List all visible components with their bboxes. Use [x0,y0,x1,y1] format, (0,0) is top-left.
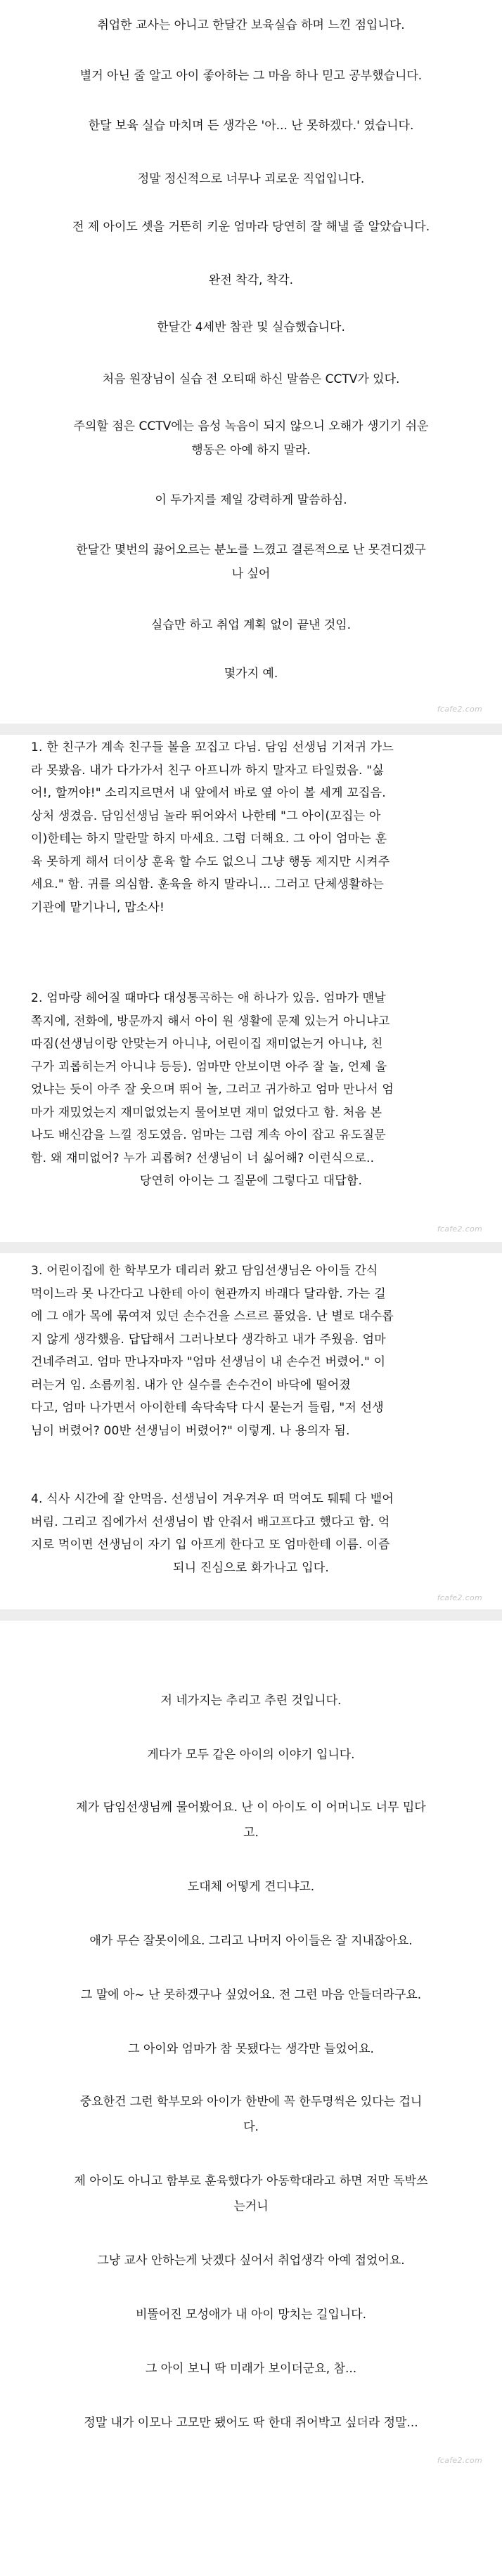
outro-line: 그 말에 아~ 난 못하겠구나 싶었어요. 전 그런 마음 안들더라구요. [80,1988,422,2002]
example-line: 세요." 함. 귀를 의심함. 훈육을 하지 말라니... 그러고 단체생활하는 [31,877,385,891]
intro-line: 주의할 점은 CCTV에는 음성 녹음이 되지 않으니 오해가 생기기 쉬운 [73,419,429,433]
watermark: fcafe2.com [437,705,482,714]
intro-line: 처음 원장님이 실습 전 오티때 하신 말씀은 CCTV가 있다. [102,372,400,386]
outro-line: 그 아이와 엄마가 참 못됐다는 생각만 들었어요. [128,2042,374,2056]
outro-line: 도대체 어떻게 견디냐고. [187,1880,315,1894]
outro-line: 정말 내가 이모나 고모만 됐어도 딱 한대 쥐어박고 싶더라 정말... [84,2416,418,2430]
outro-line: 비뚤어진 모성애가 내 아이 망치는 길입니다. [135,2308,367,2322]
example-line: 4. 식사 시간에 잘 안먹음. 선생님이 겨우겨우 떠 먹여도 퉤퉤 다 뱉어 [31,1492,394,1506]
example-paragraph [31,1260,471,1442]
watermark: fcafe2.com [437,2456,482,2465]
outro-line: 애가 무슨 잘못이에요. 그리고 나머지 아이들은 잘 지내잖아요. [89,1934,413,1948]
intro-line: 별거 아닌 줄 알고 아이 좋아하는 그 마음 하나 믿고 공부했습니다. [79,69,423,83]
example-line: 어!, 할꺼야!" 소리지르면서 내 앞에서 바로 옆 아이 볼 세게 꼬집음. [31,786,386,800]
example-line: 상처 생겼음. 담임선생님 놀라 뛰어와서 나한테 "그 아이(꼬집는 아 [31,809,381,823]
example-line: 에 그 애가 목에 묶여져 있던 손수건을 스르르 풀었음. 난 별로 대수롭 [31,1309,394,1323]
section-divider [0,1609,502,1621]
section-divider [0,1242,502,1253]
example-line: 구가 괴롭히는거 아니냐 등등). 엄마만 안보이면 아주 잘 놀, 언제 울 [31,1059,387,1074]
intro-line: 전 제 아이도 셋을 거뜬히 키운 엄마라 당연히 잘 해낼 줄 알았습니다. [72,220,430,234]
example-paragraph [31,1488,471,1579]
intro-line: 취업한 교사는 아니고 한달간 보육실습 하며 느낀 점입니다. [97,18,405,32]
example-line: 버림. 그리고 집에가서 선생님이 밥 안줘서 배고프다고 했다고 함. 억 [31,1515,390,1529]
example-line: 었냐는 듯이 아주 잘 웃으며 뛰어 놀, 그러고 귀가하고 엄마 만나서 엄 [31,1083,394,1097]
example-line: 이)한테는 하지 말란말 하지 마세요. 그럼 더해요. 그 아이 엄마는 훈 [31,832,387,846]
example-line: 쪽지에, 전화에, 방문까지 해서 아이 원 생활에 문제 있는거 아니냐고 [31,1014,390,1028]
example-line: 라 못봤음. 내가 다가가서 친구 아프니까 하지 말자고 타일렀음. "싫 [31,763,384,778]
example-line: 다고, 엄마 나가면서 아이한테 속닥속닥 다시 묻는거 들림, "저 선생 [31,1401,384,1415]
intro-line: 몇가지 예. [224,667,278,681]
example-line: 함. 왜 재미없어? 누가 괴롭혀? 선생님이 너 싫어해? 이런식으로.. [31,1151,375,1165]
intro-line: 실습만 하고 취업 계획 없이 끝낸 것임. [150,618,352,632]
intro-line: 한달간 4세반 참관 및 실습했습니다. [157,320,345,334]
example-line: 나도 배신감을 느낄 정도였음. 엄마는 그럼 계속 아이 잡고 유도질문 [31,1128,386,1142]
intro-line: 완전 착각, 착각. [208,273,294,287]
section-divider [0,724,502,735]
example-line: 님이 버렸어? 00반 선생님이 버렸어?" 이렇게. 나 용의자 됨. [31,1423,350,1438]
example-line: 지 않게 생각했음. 답답해서 그러나보다 생각하고 내가 주웠음. 엄마 [31,1332,386,1347]
intro-line: 행동은 아예 하지 말라. [191,443,311,457]
example-line: 당연히 아이는 그 질문에 그렇다고 대답함. [139,1174,363,1188]
outro-line: 저 네가지는 추리고 추린 것입니다. [160,1694,342,1708]
example-paragraph [31,987,471,1193]
example-line: 육 못하게 해서 더이상 훈육 할 수도 없으니 그냥 행동 제지만 시켜주 [31,854,390,869]
watermark: fcafe2.com [437,1224,482,1234]
outro-line: 고. [243,1826,259,1840]
intro-line: 나 싶어 [231,567,271,581]
intro-line: 한달 보육 실습 마치며 든 생각은 '아... 난 못하겠다.' 였습니다. [88,119,414,133]
example-line: 3. 어린이집에 한 학부모가 데리러 왔고 담임선생님은 아이들 간식 [31,1264,378,1278]
outro-line: 게다가 모두 같은 아이의 이야기 입니다. [147,1748,355,1762]
example-line: 1. 한 친구가 계속 친구들 볼을 꼬집고 다님. 담임 선생님 기저귀 가느 [31,740,394,754]
outro-line: 제가 담임선생님께 물어봤어요. 난 이 아이도 이 어머니도 너무 밉다 [76,1800,426,1815]
outro-line: 그냥 교사 안하는게 낫겠다 싶어서 취업생각 아예 접었어요. [97,2254,405,2268]
outro-line: 중요한건 그런 학부모와 아이가 한반에 꼭 한두명씩은 있다는 겁니 [79,2095,423,2109]
intro-line: 정말 정신적으로 너무나 괴로운 직업입니다. [137,172,365,186]
intro-line: 이 두가지를 제일 강력하게 말씀하심. [155,493,347,507]
example-line: 마가 재밌었는지 재미없었는지 물어보면 재미 없었다고 함. 처음 본 [31,1105,382,1120]
outro-line: 다. [243,2120,259,2134]
example-line: 기관에 맡기나니, 맙소사! [31,900,165,915]
example-line: 건네주려고. 엄마 만나자마자 "엄마 선생님이 내 손수건 버렸어." 이 [31,1355,386,1369]
example-paragraph [31,736,471,919]
watermark: fcafe2.com [437,1593,482,1602]
example-line: 먹이느라 못 나간다고 나한테 아이 현관까지 바래다 달라함. 가는 길 [31,1286,386,1301]
intro-line: 한달간 몇번의 끓어오르는 분노를 느꼈고 결론적으로 난 못견디겠구 [76,543,426,557]
example-line: 지로 먹이면 선생님이 자기 입 아프게 한다고 또 엄마한테 이름. 이즘 [31,1538,390,1552]
example-line: 러는거 임. 소름끼침. 내가 안 실수를 손수건이 바닥에 떨어졌 [31,1378,351,1392]
outro-line: 그 아이 보니 딱 미래가 보이더군요, 참... [145,2362,357,2376]
outro-line: 제 아이도 아니고 함부로 훈육했다가 아동학대라고 하면 저만 독박쓰 [74,2174,428,2188]
example-line: 되니 진심으로 화가나고 입다. [173,1560,329,1575]
example-line: 따짐(선생님이랑 안맞는거 아니냐, 어린이집 재미없는거 아니냐, 친 [31,1037,383,1051]
example-line: 2. 엄마랑 헤어질 때마다 대성통곡하는 애 하나가 있음. 엄마가 맨날 [31,991,386,1005]
outro-line: 는거니 [233,2199,269,2214]
